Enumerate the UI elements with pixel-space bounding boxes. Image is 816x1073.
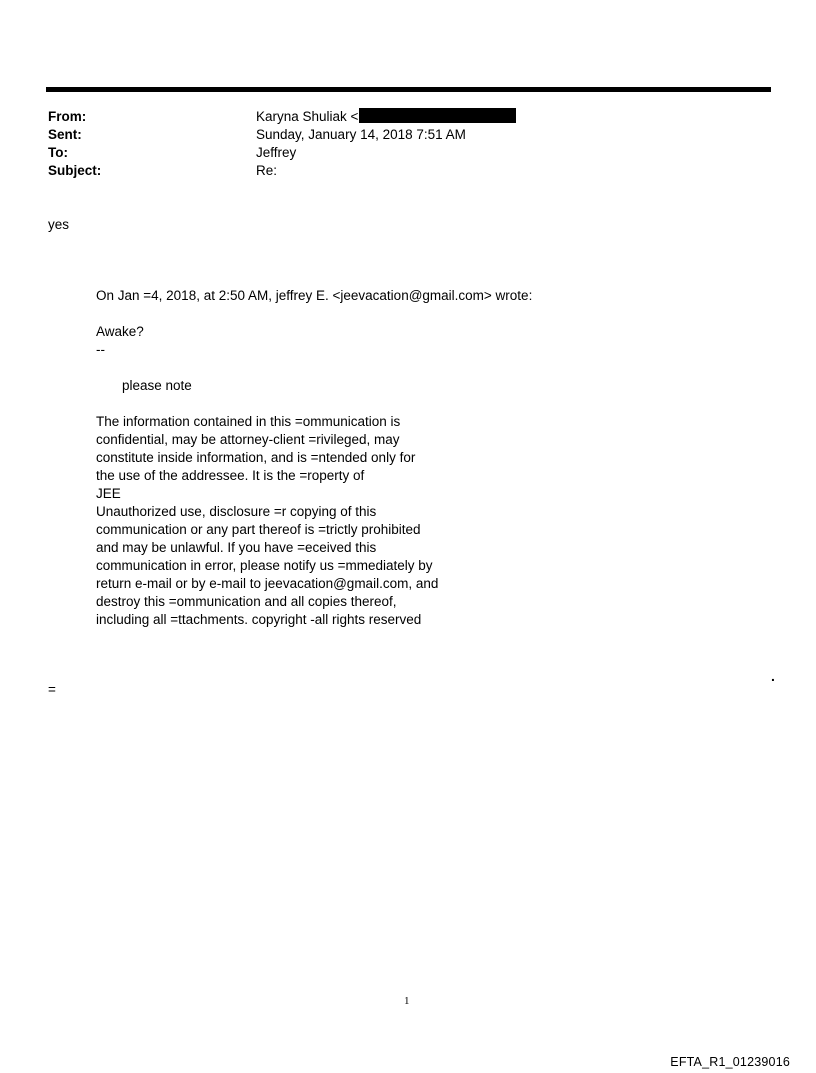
- page-number: 1: [404, 995, 410, 1007]
- disclaimer-line: the use of the addressee. It is the =roperty of: [96, 468, 365, 483]
- disclaimer-line: return e-mail or by e-mail to jeevacation@gmail.com, and: [96, 576, 439, 591]
- disclaimer-line: destroy this =ommunication and all copies thereof,: [96, 594, 397, 609]
- sent-value: Sunday, January 14, 2018 7:51 AM: [256, 127, 466, 142]
- sent-label: Sent:: [48, 127, 82, 142]
- disclaimer-line: and may be unlawful. If you have =eceived this: [96, 540, 377, 555]
- to-row: [48, 144, 748, 162]
- redaction-block: [359, 108, 516, 123]
- disclaimer-line: confidential, may be attorney-client =rivileged, may: [96, 432, 400, 447]
- disclaimer-line: Unauthorized use, disclosure =r copying of this: [96, 504, 377, 519]
- header-divider: [46, 87, 771, 92]
- disclaimer-line: The information contained in this =ommunication is: [96, 414, 401, 429]
- from-sender: Karyna Shuliak <: [256, 109, 359, 124]
- to-label: To:: [48, 145, 68, 160]
- quote-intro: On Jan =4, 2018, at 2:50 AM, jeffrey E. <jeevacation@gmail.com> wrote:: [96, 288, 533, 303]
- from-label: From:: [48, 109, 87, 124]
- email-header: [48, 108, 748, 180]
- disclaimer-line: including all =ttachments. copyright -all rights reserved: [96, 612, 422, 627]
- sent-row: [48, 126, 748, 144]
- disclaimer: [96, 413, 696, 629]
- quote-line: Awake?: [96, 324, 144, 339]
- from-row: [48, 108, 748, 126]
- quoted-message: [96, 287, 696, 629]
- disclaimer-line: JEE: [96, 486, 121, 501]
- reply-text: yes: [48, 217, 70, 232]
- to-value: Jeffrey: [256, 145, 297, 160]
- document-id: EFTA_R1_01239016: [670, 1055, 790, 1069]
- signature-separator: --: [96, 342, 105, 357]
- please-note: please note: [122, 378, 192, 393]
- subject-label: Subject:: [48, 163, 102, 178]
- stray-dot: .: [771, 668, 775, 684]
- subject-value: Re:: [256, 163, 278, 178]
- equals-line: =: [48, 682, 56, 697]
- disclaimer-line: constitute inside information, and is =ntended only for: [96, 450, 416, 465]
- subject-row: [48, 162, 748, 180]
- disclaimer-line: communication in error, please notify us =mmediately by: [96, 558, 433, 573]
- disclaimer-line: communication or any part thereof is =trictly prohibited: [96, 522, 421, 537]
- from-value: [256, 108, 516, 126]
